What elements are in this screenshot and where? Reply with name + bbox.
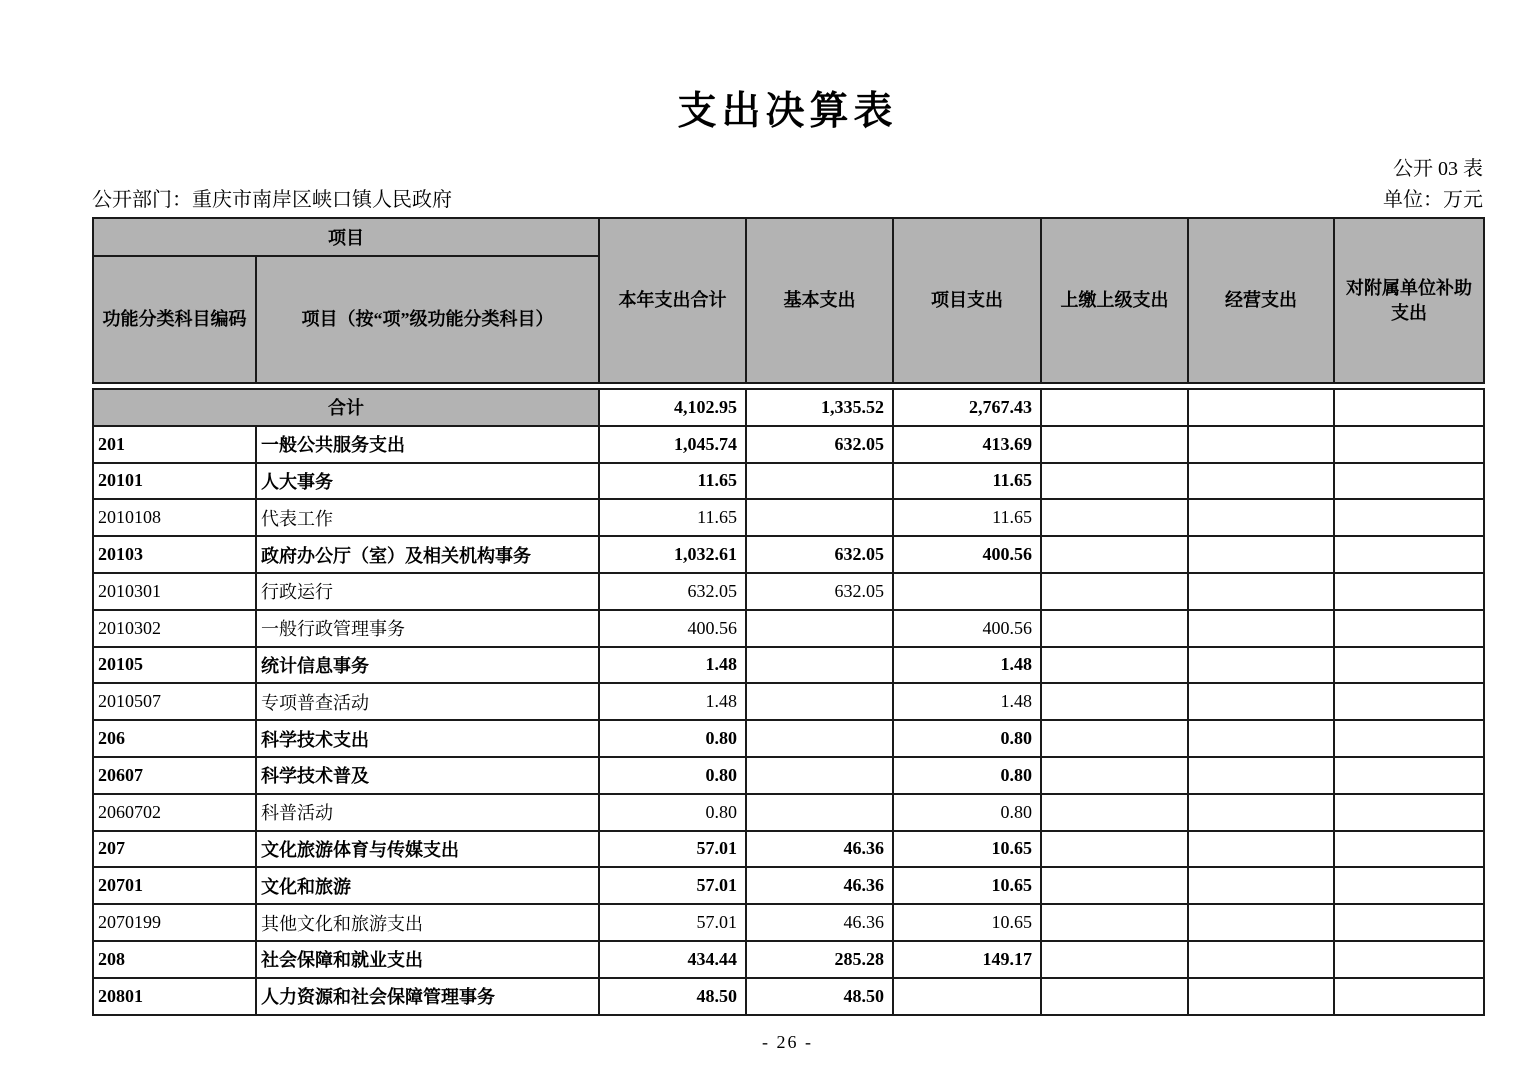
page-title: 支出决算表 [677,90,898,133]
total-value-cell: 1,335.52 [746,389,893,426]
value-cell: 400.56 [893,610,1041,647]
value-cell: 1,045.74 [599,426,746,463]
value-cell: 413.69 [893,426,1041,463]
value-cell: 11.65 [599,463,746,500]
header-operating-expenditure: 经营支出 [1188,218,1334,383]
total-value-cell: 2,767.43 [893,389,1041,426]
value-cell [1041,904,1188,941]
value-cell: 57.01 [599,867,746,904]
value-cell [1041,867,1188,904]
value-cell [1041,463,1188,500]
value-cell: 48.50 [746,978,893,1015]
value-cell: 46.36 [746,867,893,904]
item-name-cell: 文化和旅游 [256,867,599,904]
value-cell [1041,426,1188,463]
table-row [93,463,1484,500]
table-row [93,867,1484,904]
header-upturned-expenditure: 上缴上级支出 [1041,218,1188,383]
value-cell [746,610,893,647]
value-cell [1334,978,1484,1015]
value-cell [1188,794,1334,831]
item-name-cell: 行政运行 [256,573,599,610]
item-name-cell: 一般行政管理事务 [256,610,599,647]
item-name-cell: 科普活动 [256,794,599,831]
value-cell [1041,647,1188,684]
function-code-cell: 20101 [93,463,256,500]
value-cell [1188,499,1334,536]
item-name-cell: 人大事务 [256,463,599,500]
value-cell: 11.65 [599,499,746,536]
value-cell [1041,794,1188,831]
meta-row [92,183,1483,212]
total-value-cell [1041,389,1188,426]
function-code-cell: 2010108 [93,499,256,536]
item-name-cell: 专项普查活动 [256,683,599,720]
value-cell: 57.01 [599,904,746,941]
item-name-cell: 科学技术支出 [256,720,599,757]
value-cell [1188,573,1334,610]
value-cell [1041,683,1188,720]
value-cell: 0.80 [599,794,746,831]
value-cell [746,463,893,500]
total-value-cell [1334,389,1484,426]
value-cell [893,573,1041,610]
value-cell: 0.80 [599,757,746,794]
value-cell [746,499,893,536]
table-row [93,683,1484,720]
function-code-cell: 207 [93,831,256,868]
function-code-cell: 2010507 [93,683,256,720]
table-row [93,426,1484,463]
value-cell [1041,831,1188,868]
value-cell [1041,536,1188,573]
function-code-cell: 20105 [93,647,256,684]
value-cell: 10.65 [893,831,1041,868]
value-cell [746,794,893,831]
value-cell: 434.44 [599,941,746,978]
value-cell [1334,831,1484,868]
page-number: - 26 - [762,1031,813,1052]
value-cell [1188,978,1334,1015]
value-cell [1188,720,1334,757]
header-row-group [93,218,1484,256]
value-cell: 400.56 [599,610,746,647]
item-name-cell: 科学技术普及 [256,757,599,794]
value-cell [1188,536,1334,573]
value-cell [1041,499,1188,536]
value-cell [1334,610,1484,647]
function-code-cell: 206 [93,720,256,757]
table-row [93,941,1484,978]
table-row [93,720,1484,757]
value-cell [1188,831,1334,868]
value-cell: 1,032.61 [599,536,746,573]
value-cell [1188,463,1334,500]
header-subsidy-expenditure: 对附属单位补助支出 [1334,218,1484,383]
item-name-cell: 其他文化和旅游支出 [256,904,599,941]
value-cell [1188,867,1334,904]
function-code-cell: 20607 [93,757,256,794]
value-cell [1334,647,1484,684]
table-row [93,610,1484,647]
function-code-cell: 20801 [93,978,256,1015]
value-cell [1334,499,1484,536]
value-cell: 46.36 [746,904,893,941]
table-row [93,831,1484,868]
value-cell: 632.05 [599,573,746,610]
value-cell: 400.56 [893,536,1041,573]
value-cell: 632.05 [746,536,893,573]
value-cell: 11.65 [893,463,1041,500]
value-cell: 149.17 [893,941,1041,978]
header-total-expenditure: 本年支出合计 [599,218,746,383]
value-cell: 632.05 [746,573,893,610]
item-name-cell: 政府办公厅（室）及相关机构事务 [256,536,599,573]
header-item-name: 项目（按“项”级功能分类科目） [256,256,599,383]
value-cell [1041,757,1188,794]
value-cell [1334,720,1484,757]
value-cell: 48.50 [599,978,746,1015]
function-code-cell: 2070199 [93,904,256,941]
value-cell [1334,904,1484,941]
value-cell: 0.80 [893,757,1041,794]
table-row [93,573,1484,610]
header-function-code: 功能分类科目编码 [93,256,256,383]
expenditure-table-body [92,388,1485,1016]
value-cell [1188,683,1334,720]
value-cell: 1.48 [599,647,746,684]
value-cell [1041,941,1188,978]
value-cell [1334,757,1484,794]
content-area [92,0,1483,1053]
table-row [93,757,1484,794]
header-project-group: 项目 [93,218,599,256]
item-name-cell: 人力资源和社会保障管理事务 [256,978,599,1015]
function-code-cell: 208 [93,941,256,978]
table-row [93,978,1484,1015]
value-cell [1334,683,1484,720]
table-row [93,536,1484,573]
value-cell: 285.28 [746,941,893,978]
function-code-cell: 20701 [93,867,256,904]
value-cell: 57.01 [599,831,746,868]
function-code-cell: 2010301 [93,573,256,610]
item-name-cell: 社会保障和就业支出 [256,941,599,978]
value-cell [1334,794,1484,831]
value-cell [746,720,893,757]
value-cell: 10.65 [893,904,1041,941]
value-cell: 1.48 [893,683,1041,720]
table-row [93,794,1484,831]
table-row [93,647,1484,684]
value-cell [1188,647,1334,684]
value-cell [1041,610,1188,647]
item-name-cell: 统计信息事务 [256,647,599,684]
value-cell [746,757,893,794]
value-cell [1041,573,1188,610]
header-project-expenditure: 项目支出 [893,218,1041,383]
value-cell: 1.48 [599,683,746,720]
value-cell: 10.65 [893,867,1041,904]
header-basic-expenditure: 基本支出 [746,218,893,383]
value-cell [1188,904,1334,941]
total-value-cell: 4,102.95 [599,389,746,426]
total-value-cell [1188,389,1334,426]
value-cell [1334,867,1484,904]
value-cell [746,647,893,684]
item-name-cell: 代表工作 [256,499,599,536]
value-cell [1041,720,1188,757]
value-cell [1334,573,1484,610]
function-code-cell: 2010302 [93,610,256,647]
value-cell [746,683,893,720]
unit-label: 单位：万元 [1383,189,1483,211]
value-cell [1334,426,1484,463]
total-label: 合计 [93,389,599,426]
table-code-label: 公开 03 表 [1393,158,1483,180]
value-cell: 11.65 [893,499,1041,536]
function-code-cell: 2060702 [93,794,256,831]
value-cell: 46.36 [746,831,893,868]
value-cell [1188,426,1334,463]
item-name-cell: 一般公共服务支出 [256,426,599,463]
total-row [93,389,1484,426]
value-cell [1041,978,1188,1015]
table-row [93,499,1484,536]
value-cell [1188,610,1334,647]
value-cell [1334,536,1484,573]
expenditure-table-header [92,217,1485,384]
value-cell: 632.05 [746,426,893,463]
value-cell: 0.80 [893,794,1041,831]
value-cell: 0.80 [599,720,746,757]
value-cell: 0.80 [893,720,1041,757]
value-cell [1334,941,1484,978]
table-row [93,904,1484,941]
item-name-cell: 文化旅游体育与传媒支出 [256,831,599,868]
value-cell [1334,463,1484,500]
department-label: 公开部门：重庆市南岸区峡口镇人民政府 [92,189,452,211]
value-cell [1188,941,1334,978]
value-cell [893,978,1041,1015]
function-code-cell: 20103 [93,536,256,573]
value-cell [1188,757,1334,794]
value-cell: 1.48 [893,647,1041,684]
function-code-cell: 201 [93,426,256,463]
